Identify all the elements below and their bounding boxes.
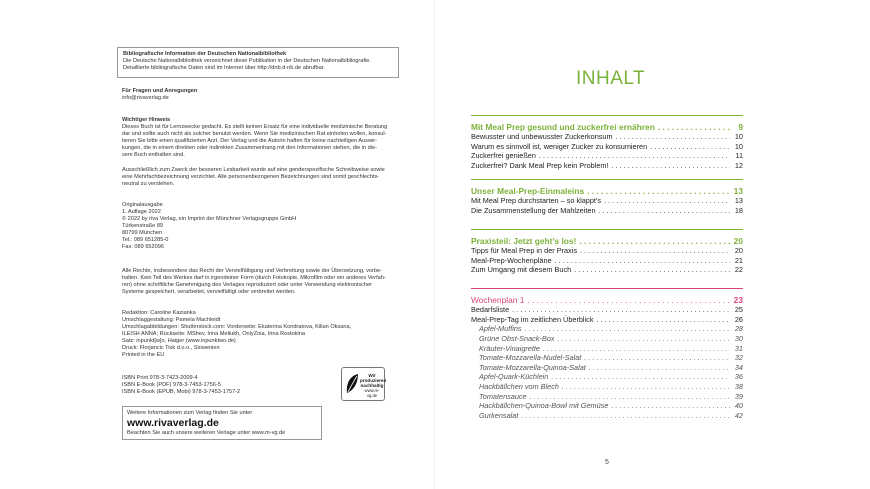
edition-line: 1. Auflage 2022 <box>122 209 161 215</box>
isbn-line: ISBN E-Book (PDF) 978-3-7453-1756-5 <box>122 382 221 388</box>
toc-section <box>471 179 743 215</box>
toc-recipe-entry[interactable] <box>471 334 743 344</box>
recipe-label: Kräuter-Vinaigrette <box>479 343 540 353</box>
toc-recipe-entry[interactable] <box>471 324 743 334</box>
edition-line: Tel.: 089 651285-0 <box>122 237 169 243</box>
entry-label: Warum es sinnvoll ist, weniger Zucker zu konsumieren <box>471 141 648 151</box>
entry-page: 26 <box>734 314 743 324</box>
toc-section <box>471 229 743 275</box>
section-rule <box>471 179 743 180</box>
toc-recipe-entry[interactable] <box>471 401 743 411</box>
leaf-icon <box>345 373 359 395</box>
recipe-label: Gurkensalat <box>479 410 519 420</box>
notice-line: dar und sollte auch nicht als solcher benutzt werden. Wenn Sie medizinischen Rat einholen wollen, konsul- <box>122 131 387 137</box>
entry-page: 10 <box>734 132 743 142</box>
recipe-page: 32 <box>734 353 743 363</box>
recipe-page: 34 <box>734 362 743 372</box>
isbn-line: ISBN E-Book (EPUB, Mobi) 978-3-7453-1757-2 <box>122 389 241 395</box>
credits-line: Redaktion: Caroline Kazianka <box>122 310 196 316</box>
leader-dots <box>512 305 730 315</box>
recipe-page: 31 <box>734 343 743 353</box>
leader-dots <box>551 372 730 382</box>
recipe-page: 36 <box>734 372 743 382</box>
toc-entry[interactable] <box>471 265 743 275</box>
recipe-page: 42 <box>734 410 743 420</box>
entry-label: Die Zusammenstellung der Mahlzeiten <box>471 205 596 215</box>
credits-line: ILEISH ANNA; Rückseite: MShev, Irina Meliukh, OnlyZoia, Irina Rostokina <box>122 331 306 337</box>
edition-line: 80799 München <box>122 230 163 236</box>
toc-entry[interactable] <box>471 246 743 256</box>
isbn-line: ISBN Print 978-3-7423-2009-4 <box>122 375 198 381</box>
gender-line: eine Mehrfachbezeichnung verzichtet. Alle personenbezogenen Bezeichnungen sind somit geschlechts- <box>122 174 380 180</box>
recipe-label: Hackbällchen vom Blech <box>479 382 559 392</box>
leader-dots <box>596 315 730 325</box>
leader-dots <box>555 256 730 266</box>
section-title: Unser Meal-Prep-Einmaleins <box>471 186 585 197</box>
leader-dots <box>539 151 730 161</box>
entry-label: Bewusster und unbewusster Zuckerkonsum <box>471 132 613 142</box>
entry-label: Meal-Prep-Tag im zeitlichen Überblick <box>471 314 594 324</box>
section-page: 23 <box>733 295 743 306</box>
toc-entry[interactable] <box>471 206 743 216</box>
leader-dots <box>599 206 730 216</box>
edition-block <box>122 202 402 251</box>
leader-dots <box>525 324 730 334</box>
table-of-contents-page <box>435 0 870 489</box>
web-outro: Beachten Sie auch unsere weiteren Verlage unter www.m-vg.de <box>127 430 286 436</box>
recipe-label: Tomate-Mozzarella-Quinoa-Salat <box>479 362 586 372</box>
toc-section-heading[interactable] <box>471 295 743 305</box>
section-page: 9 <box>738 122 743 133</box>
toc-entry[interactable] <box>471 132 743 142</box>
toc-entry[interactable] <box>471 315 743 325</box>
entry-page: 10 <box>734 141 743 151</box>
notice-title: Wichtiger Hinweis <box>122 117 171 123</box>
toc-entry[interactable] <box>471 151 743 161</box>
leader-dots <box>584 353 730 363</box>
toc-recipe-entry[interactable] <box>471 363 743 373</box>
leader-dots <box>530 392 730 402</box>
gender-note-block <box>122 167 402 188</box>
leader-dots <box>527 295 730 305</box>
recipe-page: 30 <box>734 334 743 344</box>
section-rule <box>471 288 743 289</box>
bib-line: Die Deutsche Nationalbibliothek verzeichnet diese Publikation in der Deutschen Nationalbibliografie. <box>123 58 371 64</box>
credits-block <box>122 310 402 359</box>
notice-line: tieren Sie bitte einen qualifizierten Arzt. Der Verlag und die Autorin haften für keine nachteiligen Auswir- <box>122 138 377 144</box>
notice-line: sem Buch enthalten sind. <box>122 152 185 158</box>
publisher-url-link[interactable]: www.rivaverlag.de <box>127 417 219 429</box>
leader-dots <box>580 246 730 256</box>
leader-dots <box>562 382 730 392</box>
recipe-page: 40 <box>734 401 743 411</box>
notice-block <box>122 117 402 159</box>
entry-label: Meal-Prep-Wochenpläne <box>471 255 552 265</box>
section-title: Wochenplan 1 <box>471 295 525 306</box>
entry-page: 11 <box>735 151 743 161</box>
section-title: Mit Meal Prep gesund und zuckerfrei ernähren <box>471 122 655 133</box>
toc-entry[interactable] <box>471 256 743 266</box>
recipe-label: Apfel-Muffins <box>479 324 522 334</box>
entry-page: 18 <box>734 205 743 215</box>
entry-page: 22 <box>734 265 743 275</box>
entry-page: 25 <box>734 305 743 315</box>
isbn-block <box>122 375 322 396</box>
bib-line: Detaillierte bibliografische Daten sind im Internet über http://dnb.d-nb.de abrufbar. <box>123 65 325 71</box>
toc-recipe-entry[interactable] <box>471 344 743 354</box>
edition-line: Originalausgabe <box>122 202 163 208</box>
publisher-web-box <box>122 406 322 440</box>
toc-section-heading[interactable] <box>471 236 743 246</box>
leader-dots <box>543 344 730 354</box>
credits-line: Umschlagabbildungen: Shutterstock.com: Vorderseite: Ekaterina Kondratova, Kilian Oksana, <box>122 324 352 330</box>
notice-line: Dieses Buch ist für Lernzwecke gedacht. Es stellt keinen Ersatz für eine individuelle medizinische Beratung <box>122 124 388 130</box>
questions-label: Für Fragen und Anregungen <box>122 88 198 94</box>
leader-dots <box>650 142 730 152</box>
leader-dots <box>521 411 730 421</box>
entry-label: Bedarfsliste <box>471 305 510 315</box>
toc-entry[interactable] <box>471 305 743 315</box>
entry-page: 21 <box>734 255 743 265</box>
gender-line: Ausschließlich zum Zweck der besseren Lesbarkeit wurde auf eine genderspezifische Schreibweise sowie <box>122 167 385 173</box>
leader-dots <box>557 334 730 344</box>
edition-line: Fax: 089 652096 <box>122 244 164 250</box>
edition-line: Türkenstraße 89 <box>122 223 164 229</box>
section-rule <box>471 229 743 230</box>
recipe-label: Tomatensauce <box>479 391 527 401</box>
section-page: 20 <box>733 236 743 247</box>
recipe-label: Tomate-Mozzarella-Nudel-Salat <box>479 353 582 363</box>
questions-email: info@rivaverlag.de <box>122 95 169 101</box>
rights-line: Alle Rechte, insbesondere das Recht der Vervielfältigung und Verbreitung sowie der Übersetzung, vorbe- <box>122 268 382 274</box>
badge-line: nachhaltig <box>360 383 384 388</box>
toc-recipe-entry[interactable] <box>471 411 743 421</box>
rights-line: Systeme gespeichert, verarbeitet, vervielfältigt oder verbreitet werden. <box>122 289 296 295</box>
leader-dots <box>579 236 730 246</box>
entry-label: Mit Meal Prep durchstarten – so klappt’s <box>471 196 602 206</box>
toc-entry[interactable] <box>471 161 743 171</box>
toc-recipe-entry[interactable] <box>471 392 743 402</box>
toc-title: INHALT <box>576 68 646 89</box>
credits-line: Umschlaggestaltung: Pamela Machleidt <box>122 317 221 323</box>
toc-recipe-entry[interactable] <box>471 372 743 382</box>
toc-recipe-entry[interactable] <box>471 382 743 392</box>
leader-dots <box>611 401 730 411</box>
entry-label: Zuckerfrei genießen <box>471 151 536 161</box>
rights-line: halten. Kein Teil des Werkes darf in irgendeiner Form (durch Fotokopie, Mikrofilm oder ein anderes Verfah- <box>122 275 386 281</box>
toc-entry[interactable] <box>471 142 743 152</box>
recipe-label: Apfel-Quark-Küchlein <box>479 372 549 382</box>
toc-entry[interactable] <box>471 196 743 206</box>
leader-dots <box>574 265 730 275</box>
recipe-page: 28 <box>734 324 743 334</box>
toc-section-heading[interactable] <box>471 186 743 196</box>
leader-dots <box>611 161 730 171</box>
gender-line: neutral zu verstehen. <box>122 181 175 187</box>
sustainability-badge <box>341 367 385 401</box>
entry-page: 20 <box>734 246 743 256</box>
leader-dots <box>604 196 730 206</box>
bibliographic-info-box <box>117 47 399 78</box>
bib-title: Bibliografische Information der Deutschen Nationalbibliothek <box>123 51 287 57</box>
entry-page: 12 <box>734 161 743 171</box>
toc-section <box>471 115 743 171</box>
badge-line: Wir produzieren <box>360 373 387 383</box>
entry-label: Zuckerfrei? Dank Meal Prep kein Problem! <box>471 161 609 171</box>
credits-line: Satz: inpunkt[w]o, Haiger (www.inpunktwo.de) <box>122 338 236 344</box>
toc-recipe-entry[interactable] <box>471 353 743 363</box>
section-title: Praxisteil: Jetzt geht’s los! <box>471 236 577 247</box>
recipe-page: 38 <box>734 382 743 392</box>
entry-label: Tipps für Meal Prep in der Praxis <box>471 246 577 256</box>
credits-line: Druck: Florjancic Tisk d.o.o., Slowenien <box>122 345 220 351</box>
notice-line: kungen, die in einem direkten oder indirekten Zusammenhang mit den Informationen stehen, die in die- <box>122 145 377 151</box>
recipe-label: Hackbällchen-Quinoa-Bowl mit Gemüse <box>479 401 609 411</box>
recipe-page: 39 <box>734 391 743 401</box>
questions-block <box>122 88 402 102</box>
leader-dots <box>616 132 730 142</box>
badge-url: www.m-vg.de <box>364 388 380 398</box>
leader-dots <box>587 186 730 196</box>
rights-block <box>122 268 402 296</box>
leader-dots <box>589 363 730 373</box>
page-number: 5 <box>605 459 609 466</box>
web-intro: Weitere Informationen zum Verlag finden Sie unter <box>127 410 253 416</box>
leader-dots <box>658 122 730 132</box>
credits-line: Printed in the EU <box>122 352 165 358</box>
entry-page: 13 <box>734 196 743 206</box>
section-rule <box>471 115 743 116</box>
edition-line: © 2022 by riva Verlag, ein Imprint der Münchner Verlagsgruppe GmbH <box>122 216 297 222</box>
toc-section <box>471 288 743 420</box>
rights-line: ren) ohne schriftliche Genehmigung des Verlages reproduziert oder unter Verwendung elektronischer <box>122 282 373 288</box>
toc-section-heading[interactable] <box>471 122 743 132</box>
section-page: 13 <box>733 186 743 197</box>
recipe-label: Grüne Obst-Snack-Box <box>479 334 555 344</box>
entry-label: Zum Umgang mit diesem Buch <box>471 265 572 275</box>
